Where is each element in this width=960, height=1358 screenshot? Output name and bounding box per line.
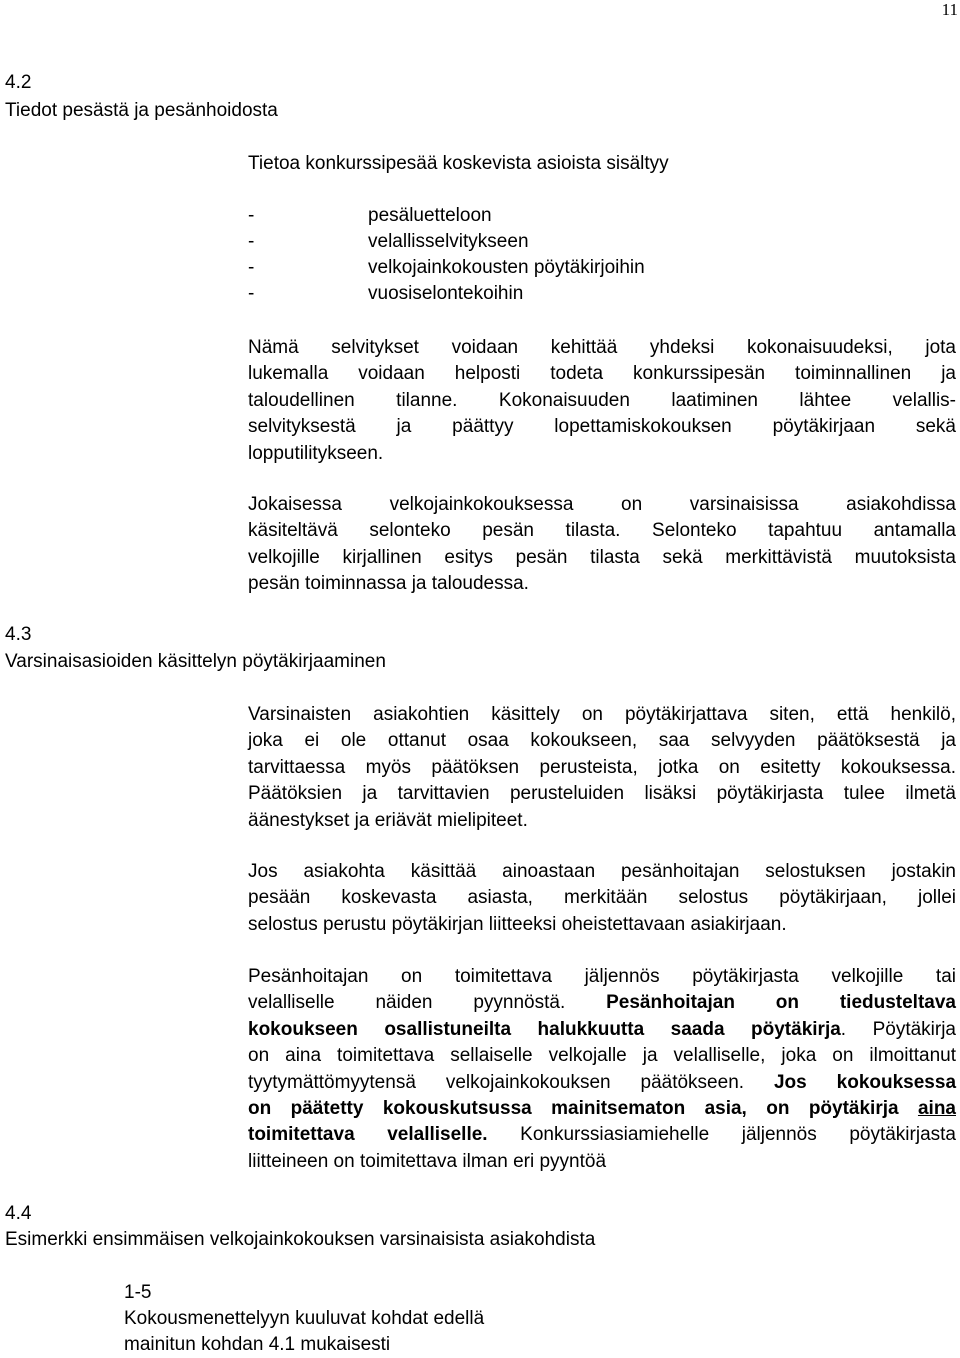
section-4-3-paragraph-2: Jos asiakohta käsittää ainoastaan pesänhoitajan selostuksen jostakin pesään koskevasta asiasta, merkitään selostus pöytäkirjaan, jollei selostus perustu pöytäkirjan liitteeksi oheistettavaan asiakirjaan. (248, 861, 956, 935)
list-item: - vuosiselontekoihin (248, 283, 524, 304)
list-item-text: velallisselvitykseen (368, 231, 529, 252)
list-item: - velallisselvitykseen (248, 231, 529, 252)
section-4-3-paragraph-3: Pesänhoitajan on toimitettava jäljennös pöytäkirjasta velkojille tai velalliselle näiden pyynnöstä. Pesänhoitajan on tiedusteltava kokoukseen osallistuneilta halukkuutta saada pöytäkirja. Pöytäkirja on aina toimitettava sellaiselle velkojalle ja velalliselle, joka on ilmoittanut tyytymättömyytensä velkojainkokouksen päätökseen. Jos kokouksessa on päätetty kokouskutsussa mainitsematon asia, on pöytäkirja aina toimitettava velalliselle. Konkurssiasiamiehelle jäljennös pöytäkirjasta liitteineen on toimitettava ilman eri pyyntöä (248, 966, 957, 1172)
section-4-3-paragraph-1: Varsinaisten asiakohtien käsittely on pöytäkirjattava siten, että henkilö, joka ei ole ottanut osaa kokoukseen, saa selvyyden päätöksestä ja tarvittaessa myös päätöksen perusteista, jotka on esitetty kokouksessa. Päätöksien ja tarvittavien perusteluiden lisäksi pöytäkirjasta tulee ilmetä äänestykset ja eriävät mielipiteet. (248, 704, 956, 831)
example-item-text-line: mainitun kohdan 4.1 mukaisesti (124, 1334, 391, 1355)
section-4-4-number: 4.4 (5, 1203, 32, 1224)
section-4-2-paragraph-1: Nämä selvitykset voidaan kehittää yhdeksi kokonaisuudeksi, jota lukemalla voidaan helposti todeta konkurssipesän toiminnallinen ja taloudellinen tilanne. Kokonaisuuden laatiminen lähtee velallis- selvityksestä ja päättyy lopettamiskokouksen pöytäkirjaan sekä lopputilitykseen. (248, 337, 956, 464)
section-4-2-intro: Tietoa konkurssipesää koskevista asioista sisältyy (248, 153, 669, 174)
page-number: 11 (941, 0, 958, 19)
list-item-text: velkojainkokousten pöytäkirjoihin (368, 257, 645, 278)
section-4-3-number: 4.3 (5, 624, 32, 645)
section-4-2-title: Tiedot pesästä ja pesänhoidosta (5, 100, 278, 121)
example-item-text-line: Kokousmenettelyyn kuuluvat kohdat edellä (124, 1308, 485, 1329)
list-item: - pesäluetteloon (248, 205, 492, 226)
list-item-text: vuosiselontekoihin (368, 283, 524, 304)
section-4-3-title: Varsinaisasioiden käsittelyn pöytäkirjaaminen (5, 651, 386, 672)
list-item-text: pesäluetteloon (368, 205, 492, 226)
section-4-2-number: 4.2 (5, 72, 32, 93)
example-item-number: 1-5 (124, 1282, 152, 1303)
section-4-2-paragraph-2: Jokaisessa velkojainkokouksessa on varsinaisissa asiakohdissa käsiteltävä selonteko pesän tilasta. Selonteko tapahtuu antamalla velkojille kirjallinen esitys pesän tilasta sekä merkittävistä muutoksista pesän toiminnassa ja taloudessa. (248, 494, 956, 595)
list-item: - velkojainkokousten pöytäkirjoihin (248, 257, 645, 278)
section-4-4-title: Esimerkki ensimmäisen velkojainkokouksen varsinaisista asiakohdista (5, 1229, 596, 1250)
